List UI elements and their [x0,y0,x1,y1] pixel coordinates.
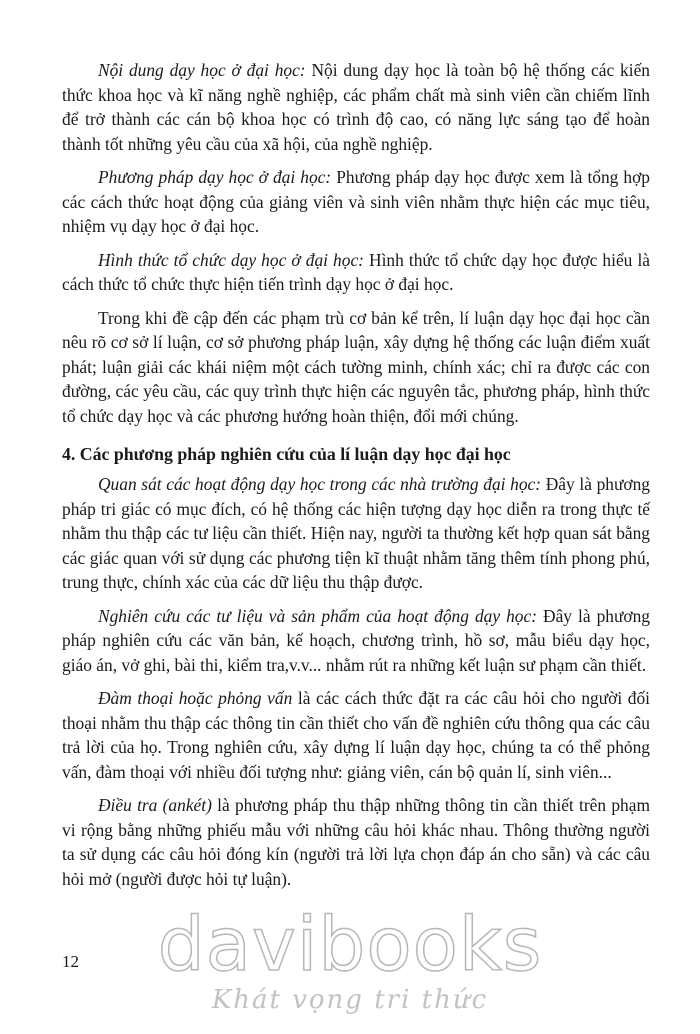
watermark-slogan: Khát vọng tri thức [211,985,489,1015]
term-label: Quan sát các hoạt động dạy học trong các nhà trường đại học: [98,474,542,494]
term-label: Nghiên cứu các tư liệu và sản phẩm của hoạt động dạy học: [98,605,537,626]
paragraph-text: Nội dung dạy học là toàn bộ hệ thống các kiến thức khoa học và kĩ năng nghề nghiệp, các phẩm chất mà sinh viên cần chiếm lĩnh để trở thành các cán bộ khoa học có trình độ cao, có năng lực sáng tạo để hoàn thành tốt những yêu cầu của xã hội, của nghề nghiệp. [62,60,650,154]
paragraph-text: là các cách thức đặt ra các câu hỏi cho người đối thoại nhằm thu thập các thông tin cần thiết cho vấn đề nghiên cứu thông qua các câu trả lời của họ. Trong nghiên cứu, xây dựng lí luận dạy học, chúng ta có thể phỏng vấn, đàm thoại với nhiều đối tượng như: giảng viên, cán bộ quản lí, sinh viên... [62,688,650,782]
term-label: Hình thức tổ chức dạy học ở đại học: [98,249,364,270]
paragraph-theory-summary [62,306,650,429]
paragraph-text: Đây là phương pháp nghiên cứu các văn bản, kế hoạch, chương trình, hồ sơ, mẫu biểu dạy học, giáo án, vở ghi, bài thi, kiểm tra,v.v... nhằm rút ra những kết luận sư phạm cần thiết. [62,605,650,675]
paragraph-text: là phương pháp thu thập những thông tin cần thiết trên phạm vi rộng bằng những phiếu mẫu với những câu hỏi khác nhau. Thông thường người ta sử dụng các câu hỏi đóng kín (người trả lời lựa chọn đáp án cho sẵn) và các câu hỏi mở (người được hỏi tự luận). [62,795,650,889]
paragraph-survey-method [62,793,650,891]
page-content [62,58,650,900]
paragraph-text: Hình thức tổ chức dạy học được hiểu là cách thức tổ chức thực hiện tiến trình dạy học ở đại học. [62,249,650,294]
term-label: Đàm thoại hoặc phỏng vấn [98,688,293,708]
paragraph-interview-method [62,686,650,784]
paragraph-observation-method [62,472,650,595]
paragraph-text: Phương pháp dạy học được xem là tổng hợp các cách thức hoạt động của giảng viên và sinh viên nhằm thực hiện các mục tiêu, nhiệm vụ dạy học ở đại học. [62,167,650,236]
watermark-brand: davibooks [157,902,543,988]
term-label: Phương pháp dạy học ở đại học: [98,167,332,187]
paragraph-text: Trong khi đề cập đến các phạm trù cơ bản kể trên, lí luận dạy học đại học cần nêu rõ cơ sở lí luận, cơ sở phương pháp luận, xây dựng hệ thống các luận điểm xuất phát; luận giải các khái niệm một cách tường minh, chính xác; chỉ ra được các con đường, các yêu cầu, các quy trình thực hiện các nguyên tắc, phương pháp, hình thức tổ chức dạy học và các phương hướng hoàn thiện, đổi mới chúng. [62,307,650,426]
paragraph-text: Đây là phương pháp tri giác có mục đích, có hệ thống các hiện tượng dạy học diễn ra trong thực tế nhằm thu thập các tư liệu cần thiết. Hiện nay, người ta thường kết hợp quan sát bằng các giác quan với sử dụng các phương tiện kĩ thuật nhằm tăng thêm tính phong phú, trung thực, chính xác của các dữ liệu thu thập được. [62,474,650,592]
paragraph-content-definition [62,58,650,156]
paragraph-form-definition [62,248,650,297]
term-label: Nội dung dạy học ở đại học: [98,60,306,80]
section-heading: 4. Các phương pháp nghiên cứu của lí luận dạy học đại học [62,444,511,464]
page-number: 12 [62,952,79,971]
paragraph-document-research-method [62,604,650,678]
term-label: Điều tra (ankét) [98,795,212,815]
paragraph-method-definition [62,165,650,239]
